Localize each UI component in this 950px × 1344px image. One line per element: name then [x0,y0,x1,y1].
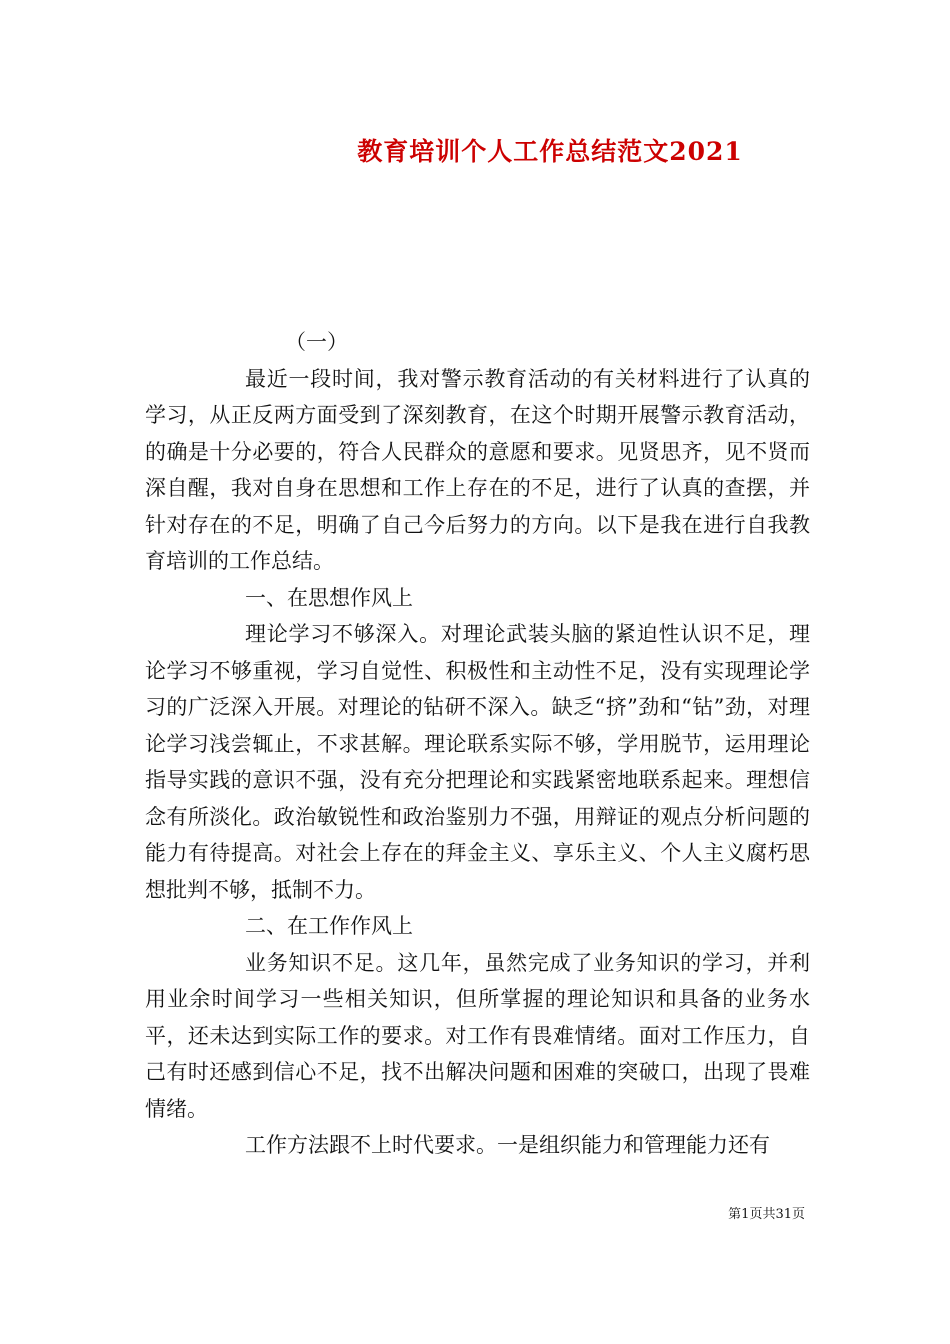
heading-thought-style: 一、在思想作风上 [245,585,413,610]
section-label: （一） [285,330,348,354]
paragraph-work-method: 工作方法跟不上时代要求。一是组织能力和管理能力还有 [245,1133,770,1157]
document-title-text: 教育培训个人工作总结范文2021 [357,137,743,166]
paragraph-theory-study: 理论学习不够深入。对理论武装头脑的紧迫性认识不足，理论学习不够重视，学习自觉性、积极性和主动性不足，没有实现理论学习的广泛深入开展。对理论的钻研不深入。缺乏“挤”劲和“钻”劲，对理论学习浅尝辄止，不求甚解。理论联系实际不够，学用脱节，运用理论指导实践的意识不强，没有充分把理论和实践紧密地联系起来。理想信念有所淡化。政治敏锐性和政治鉴别力不强，用辩证的观点分析问题的能力有待提高。对社会上存在的拜金主义、享乐主义、个人主义腐朽思想批判不够，抵制不力。 [145,622,810,902]
paragraph-business-knowledge: 业务知识不足。这几年，虽然完成了业务知识的学习，并利用业余时间学习一些相关知识，但所掌握的理论知识和具备的业务水平，还未达到实际工作的要求。对工作有畏难情绪。面对工作压力，自己有时还感到信心不足，找不出解决问题和困难的突破口，出现了畏难情绪。 [145,950,810,1121]
document-body [145,324,810,1164]
page-number: 第1页共31页 [728,1207,805,1222]
document-title [0,132,950,168]
page-footer [0,1203,950,1222]
paragraph-intro: 最近一段时间，我对警示教育活动的有关材料进行了认真的学习，从正反两方面受到了深刻教育，在这个时期开展警示教育活动，的确是十分必要的，符合人民群众的意愿和要求。见贤思齐，见不贤而深自醒，我对自身在思想和工作上存在的不足，进行了认真的查摆，并针对存在的不足，明确了自己今后努力的方向。以下是我在进行自我教育培训的工作总结。 [145,366,810,573]
heading-work-style: 二、在工作作风上 [245,914,413,938]
